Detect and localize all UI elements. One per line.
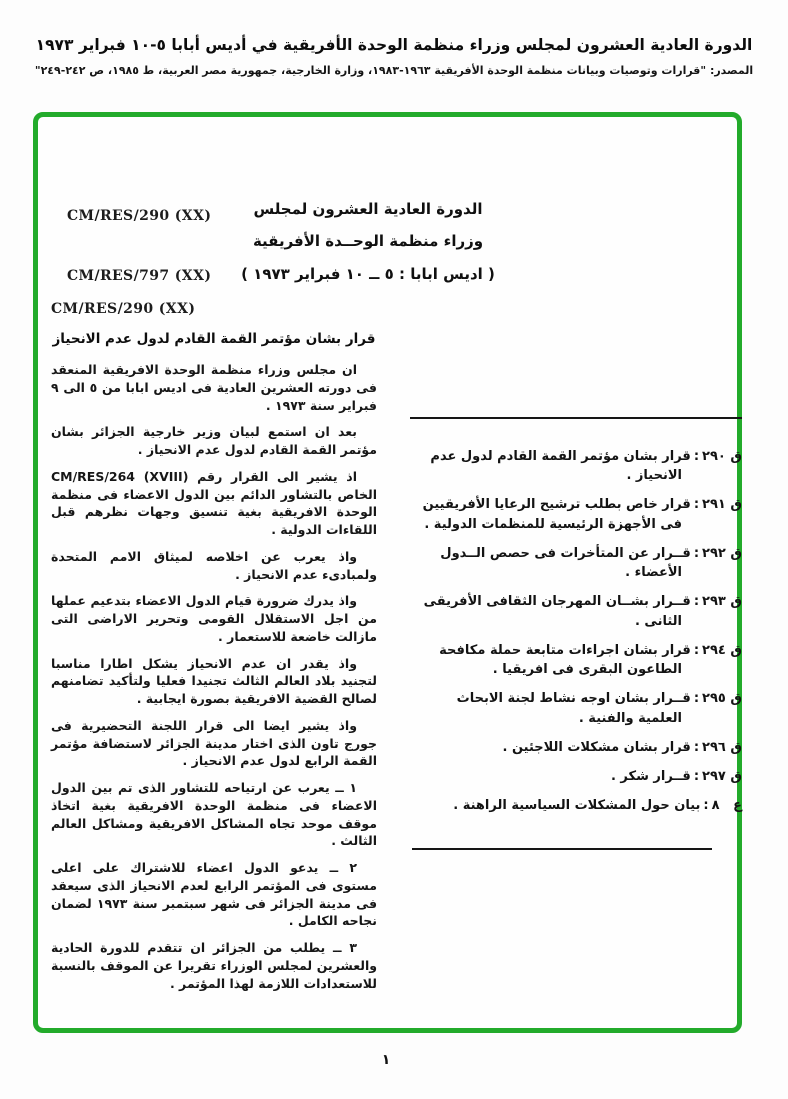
resolution-title: قرار بشان مؤتمر القمة القادم لدول عدم الانحياز [52,331,376,347]
index-item-separator: : [693,497,700,513]
index-item-separator: : [703,798,709,814]
index-item-separator: : [693,739,700,755]
index-item [410,641,742,679]
index-item [410,592,742,630]
index-item [410,495,742,533]
header-source: المصدر: "قرارات وتوصيات وبيانات منظمة الوحدة الأفريقية ١٩٦٣-١٩٨٣، وزارة الخارجية، جمهورية مصر العربية، ط ١٩٨٥، ص ٢٤٢-٢٤٩" [34,64,754,77]
resolution-paragraph: واذ يدرك ضرورة قيام الدول الاعضاء بتدعيم عملها من اجل الاستقلال القومى وتحرير الاراضى التى مازالت خاضعة للاستعمار . [51,593,377,644]
index-item-separator: : [693,545,700,561]
index-divider-bottom [412,848,712,850]
index-item-label: ق ٢٩٢ [702,545,742,561]
index-item-text: قرار بشان مشكلات اللاجئين . [502,739,691,755]
session-heading [68,193,668,290]
session-heading-line: وزراء منظمة الوحــدة الأفريقية [252,232,484,251]
resolution-paragraph: واذ يقدر ان عدم الانحياز يشكل اطارا مناسبا لتجنيد بلاد العالم الثالث تجنيدا فعليا ولتأكيد تضامنهم لصالح القضية الافريقية بصورة ايجابية . [51,655,377,706]
page-number: ١ [381,1052,391,1068]
resolution-paragraph: ان مجلس وزراء منظمة الوحدة الافريقية المنعقد فى دورته العشرين العادية فى اديس ابابا من ٥ الى ٩ فبراير سنة ١٩٧٣ . [51,362,377,413]
index-item-text: قــرار شكر . [610,769,691,785]
index-item [410,738,742,757]
index-item-label: ق ٢٩٣ [702,594,742,610]
index-column [410,417,742,850]
index-item-separator: : [693,769,700,785]
scanned-document-frame [33,112,742,1033]
index-item-label: ق ٢٩٧ [702,769,742,785]
resolution-paragraph: ٢ ــ يدعو الدول اعضاء للاشتراك على اعلى مستوى فى المؤتمر الرابع لعدم الانحياز الذى سيعقد فى مدينة الجزائر فى شهر سبتمبر سنة ١٩٧٣ لضمان نجاحه الكامل . [51,860,378,929]
index-item-text: قــرار بشــان المهرجان الثقافى الأفريقى الثانى . [423,594,691,629]
index-item-separator: : [693,691,700,707]
resolution-paragraph: اذ يشير الى القرار رقم CM/RES/264 (XVIII) الخاص بالتشاور الدائم بين الدول الاعضاء فى منظمة الوحدة الافريقية بغية تنسيق وجهات نظرهم قبل اللقاءات الدولية . [51,468,377,537]
resolution-body-column [51,301,377,1001]
index-item-separator: : [693,449,700,464]
index-item-text: قرار بشان مؤتمر القمة القادم لدول عدم الانحياز . [430,449,691,484]
index-item-label: ق ٢٩٥ [702,691,742,707]
resolution-paragraph: ١ ــ يعرب عن ارتياحه للتشاور الذى تم بين الدول الاعضاء فى منظمة الوحدة الافريقية بغية اتخاذ موقف موحد تجاه المشاكل الافريقية ومشاكل العالم الثالث . [51,780,377,849]
index-item-label: ق ٢٩٦ [702,739,742,755]
session-heading-line: ( اديس ابابا : ٥ ــ ١٠ فبراير ١٩٧٣ ) [241,264,495,283]
index-item [410,544,742,582]
index-list [410,447,742,816]
document-ref-line: CM/RES/797 (XX) [67,268,212,285]
resolution-paragraph: ٣ ــ يطلب من الجزائر ان تتقدم للدورة الحادية والعشرين لمجلس الوزراء تقريرا عن الموقف بالنسبة للاستعدادات اللازمة لهذا المؤتمر . [51,940,377,991]
index-divider-top [410,417,742,419]
index-item [410,447,742,485]
index-item [410,796,742,815]
index-item-text: قرار بشان اجراءات متابعة حملة مكافحة الطاعون البقرى فى افريقيا . [439,642,691,678]
index-item-text: قــرار بشان اوجه نشاط لجنة الابحاث العلمية والفنية . [456,691,691,726]
session-heading-line: الدورة العادية العشرون لمجلس [253,200,483,218]
index-item-label: ع ٨ [711,798,742,814]
index-item-label: ق ٢٩٤ [702,642,742,658]
document-ref-line: CM/RES/290 (XX) [67,207,212,224]
resolution-paragraph: واذ يعرب عن اخلاصه لميثاق الامم المتحدة ولمبادىء عدم الانحياز . [51,548,377,582]
resolution-ref: CM/RES/290 (XX) [51,301,196,317]
index-item-text: قــرار عن المتأخرات فى حصص الــدول الأعضاء . [440,545,691,581]
header-title: الدورة العادية العشرون لمجلس وزراء منظمة الوحدة الأفريقية في أديس أبابا ٥-١٠ فبراير ١٩٧٣ [35,36,753,54]
index-item-text: قرار خاص بطلب ترشيح الرعايا الأفريقيين فى الأجهزة الرئيسية للمنظمات الدولية . [422,497,691,532]
resolution-paragraph: بعد ان استمع لبيان وزير خارجية الجزائر بشان مؤتمر القمة القادم لدول عدم الانحياز . [51,424,377,457]
index-item-label: ق ٢٩١ [702,497,742,513]
resolution-paragraph: واذ يشير ايضا الى قرار اللجنة التحضيرية فى جورج تاون الذى اختار مدينة الجزائر لاستضافة مؤتمر القمة الرابع لدول عدم الانحياز . [51,717,377,769]
index-item-text: بيان حول المشكلات السياسية الراهنة . [453,798,701,814]
resolution-paragraphs [51,361,377,992]
index-item [410,767,742,786]
index-item-label: ق ٢٩٠ [702,449,742,464]
index-item-separator: : [693,642,700,658]
index-item-separator: : [693,594,700,610]
index-item [410,689,742,727]
